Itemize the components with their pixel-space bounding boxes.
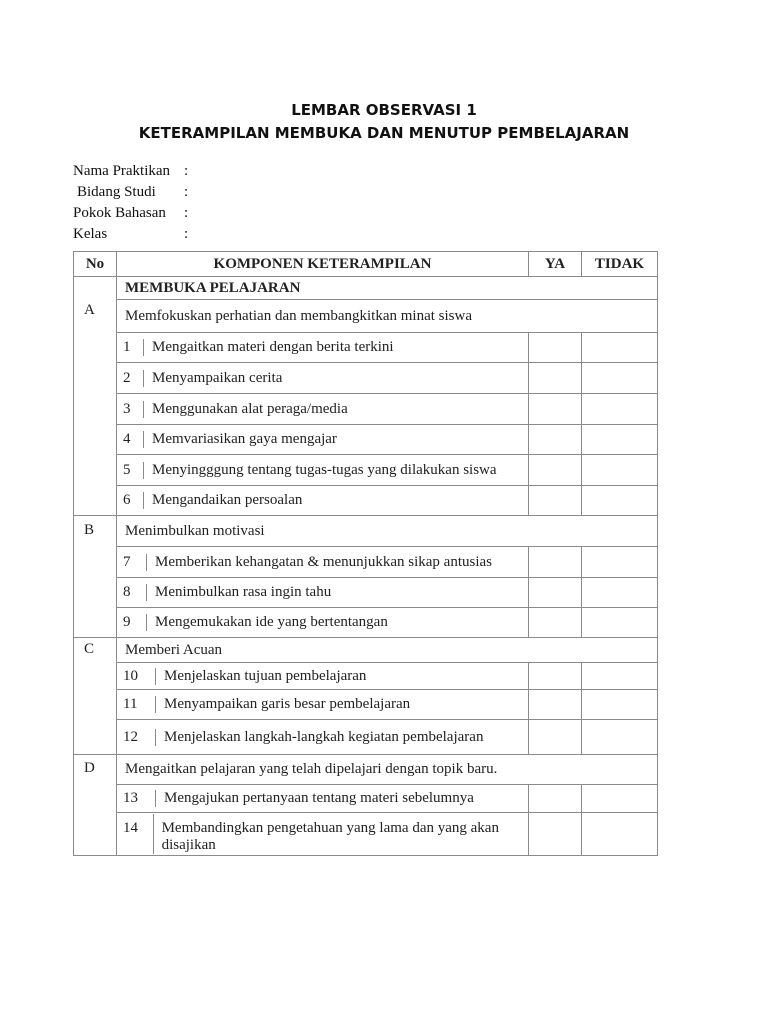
item-number: 9 bbox=[117, 614, 147, 631]
document-subtitle: KETERAMPILAN MEMBUKA DAN MENUTUP PEMBELAJARAN bbox=[138, 124, 630, 142]
header-ya: YA bbox=[529, 252, 582, 277]
table-row bbox=[74, 690, 658, 720]
checkbox-ya[interactable] bbox=[529, 455, 582, 486]
checkbox-ya[interactable] bbox=[529, 394, 582, 425]
checkbox-tidak[interactable] bbox=[582, 394, 658, 425]
table-row bbox=[74, 785, 658, 813]
group-title-row bbox=[74, 755, 658, 785]
checkbox-ya[interactable] bbox=[529, 813, 582, 856]
item-number: 13 bbox=[117, 790, 156, 807]
checkbox-ya[interactable] bbox=[529, 425, 582, 455]
checkbox-tidak[interactable] bbox=[582, 363, 658, 394]
checkbox-ya[interactable] bbox=[529, 578, 582, 608]
item-text: Membandingkan pengetahuan yang lama dan yang akan disajikan bbox=[161, 820, 499, 853]
checkbox-ya[interactable] bbox=[529, 333, 582, 363]
table-row bbox=[74, 363, 658, 394]
checkbox-tidak[interactable] bbox=[582, 690, 658, 720]
table-row bbox=[74, 425, 658, 455]
field-label-nama-praktikan: Nama Praktikan bbox=[73, 163, 171, 179]
checkbox-ya[interactable] bbox=[529, 720, 582, 755]
checkbox-ya[interactable] bbox=[529, 608, 582, 638]
checkbox-tidak[interactable] bbox=[582, 333, 658, 363]
group-letter-c: C bbox=[74, 638, 117, 755]
table-row bbox=[74, 578, 658, 608]
checkbox-tidak[interactable] bbox=[582, 813, 658, 856]
item-number: 10 bbox=[117, 668, 156, 685]
checkbox-tidak[interactable] bbox=[582, 663, 658, 690]
table-header-row bbox=[74, 252, 658, 277]
item-text: Mengandaikan persoalan bbox=[152, 492, 303, 508]
section-row bbox=[74, 277, 658, 300]
checkbox-ya[interactable] bbox=[529, 690, 582, 720]
item-number: 3 bbox=[117, 401, 144, 418]
table-row bbox=[74, 720, 658, 755]
table-row bbox=[74, 813, 658, 856]
header-tidak: TIDAK bbox=[582, 252, 658, 277]
header-no: No bbox=[74, 252, 117, 277]
checkbox-tidak[interactable] bbox=[582, 578, 658, 608]
field-colon: : bbox=[184, 184, 189, 200]
group-title-row bbox=[74, 300, 658, 333]
table-row bbox=[74, 663, 658, 690]
item-text: Menjelaskan tujuan pembelajaran bbox=[164, 667, 367, 684]
item-number: 8 bbox=[117, 584, 147, 601]
item-number: 6 bbox=[117, 492, 144, 509]
group-letter-a: A bbox=[74, 277, 117, 516]
item-number: 14 bbox=[117, 814, 154, 854]
item-number: 11 bbox=[117, 696, 156, 713]
group-letter-d: D bbox=[74, 755, 117, 856]
item-text: Memvariasikan gaya mengajar bbox=[152, 431, 337, 447]
group-title-row bbox=[74, 638, 658, 663]
item-number: 5 bbox=[117, 462, 144, 479]
item-text: Memberikan kehangatan & menunjukkan sikap antusias bbox=[155, 553, 492, 570]
checkbox-tidak[interactable] bbox=[582, 785, 658, 813]
checkbox-tidak[interactable] bbox=[582, 608, 658, 638]
table-row bbox=[74, 608, 658, 638]
field-label-pokok-bahasan: Pokok Bahasan bbox=[73, 205, 166, 221]
item-text: Menyampaikan cerita bbox=[152, 369, 283, 386]
item-text: Mengemukakan ide yang bertentangan bbox=[155, 614, 388, 630]
field-colon: : bbox=[184, 205, 189, 221]
observation-table bbox=[73, 251, 658, 856]
checkbox-tidak[interactable] bbox=[582, 425, 658, 455]
item-text: Menjelaskan langkah-langkah kegiatan pembelajaran bbox=[164, 728, 484, 745]
section-title-membuka: MEMBUKA PELAJARAN bbox=[117, 277, 658, 300]
table-row bbox=[74, 394, 658, 425]
checkbox-ya[interactable] bbox=[529, 486, 582, 516]
field-label-kelas: Kelas bbox=[73, 226, 108, 242]
table-row bbox=[74, 547, 658, 578]
group-title-a: Memfokuskan perhatian dan membangkitkan minat siswa bbox=[117, 300, 658, 333]
item-text: Menyampaikan garis besar pembelajaran bbox=[164, 696, 411, 712]
item-number: 12 bbox=[117, 729, 156, 746]
checkbox-tidak[interactable] bbox=[582, 547, 658, 578]
group-title-d: Mengaitkan pelajaran yang telah dipelajari dengan topik baru. bbox=[117, 755, 658, 785]
table-row bbox=[74, 333, 658, 363]
checkbox-ya[interactable] bbox=[529, 547, 582, 578]
item-text: Mengaitkan materi dengan berita terkini bbox=[152, 339, 394, 355]
item-text: Mengajukan pertanyaan tentang materi sebelumnya bbox=[164, 790, 474, 806]
group-letter-b: B bbox=[74, 516, 117, 638]
item-number: 2 bbox=[117, 370, 144, 387]
field-colon: : bbox=[184, 163, 189, 179]
item-text: Menimbulkan rasa ingin tahu bbox=[155, 584, 332, 600]
document-title: LEMBAR OBSERVASI 1 bbox=[291, 101, 477, 119]
table-row bbox=[74, 486, 658, 516]
group-title-row bbox=[74, 516, 658, 547]
checkbox-tidak[interactable] bbox=[582, 720, 658, 755]
table-row bbox=[74, 455, 658, 486]
checkbox-ya[interactable] bbox=[529, 785, 582, 813]
field-colon: : bbox=[184, 226, 189, 242]
checkbox-ya[interactable] bbox=[529, 363, 582, 394]
group-title-c: Memberi Acuan bbox=[117, 638, 658, 663]
item-text: Menggunakan alat peraga/media bbox=[152, 400, 348, 417]
item-text: Menyingggung tentang tugas-tugas yang dilakukan siswa bbox=[152, 461, 497, 478]
group-title-b: Menimbulkan motivasi bbox=[117, 516, 658, 547]
checkbox-tidak[interactable] bbox=[582, 486, 658, 516]
field-label-bidang-studi: Bidang Studi bbox=[77, 184, 156, 200]
checkbox-tidak[interactable] bbox=[582, 455, 658, 486]
header-komponen: KOMPONEN KETERAMPILAN bbox=[117, 252, 529, 277]
item-number: 4 bbox=[117, 431, 144, 448]
item-number: 1 bbox=[117, 339, 144, 356]
checkbox-ya[interactable] bbox=[529, 663, 582, 690]
item-number: 7 bbox=[117, 554, 147, 571]
